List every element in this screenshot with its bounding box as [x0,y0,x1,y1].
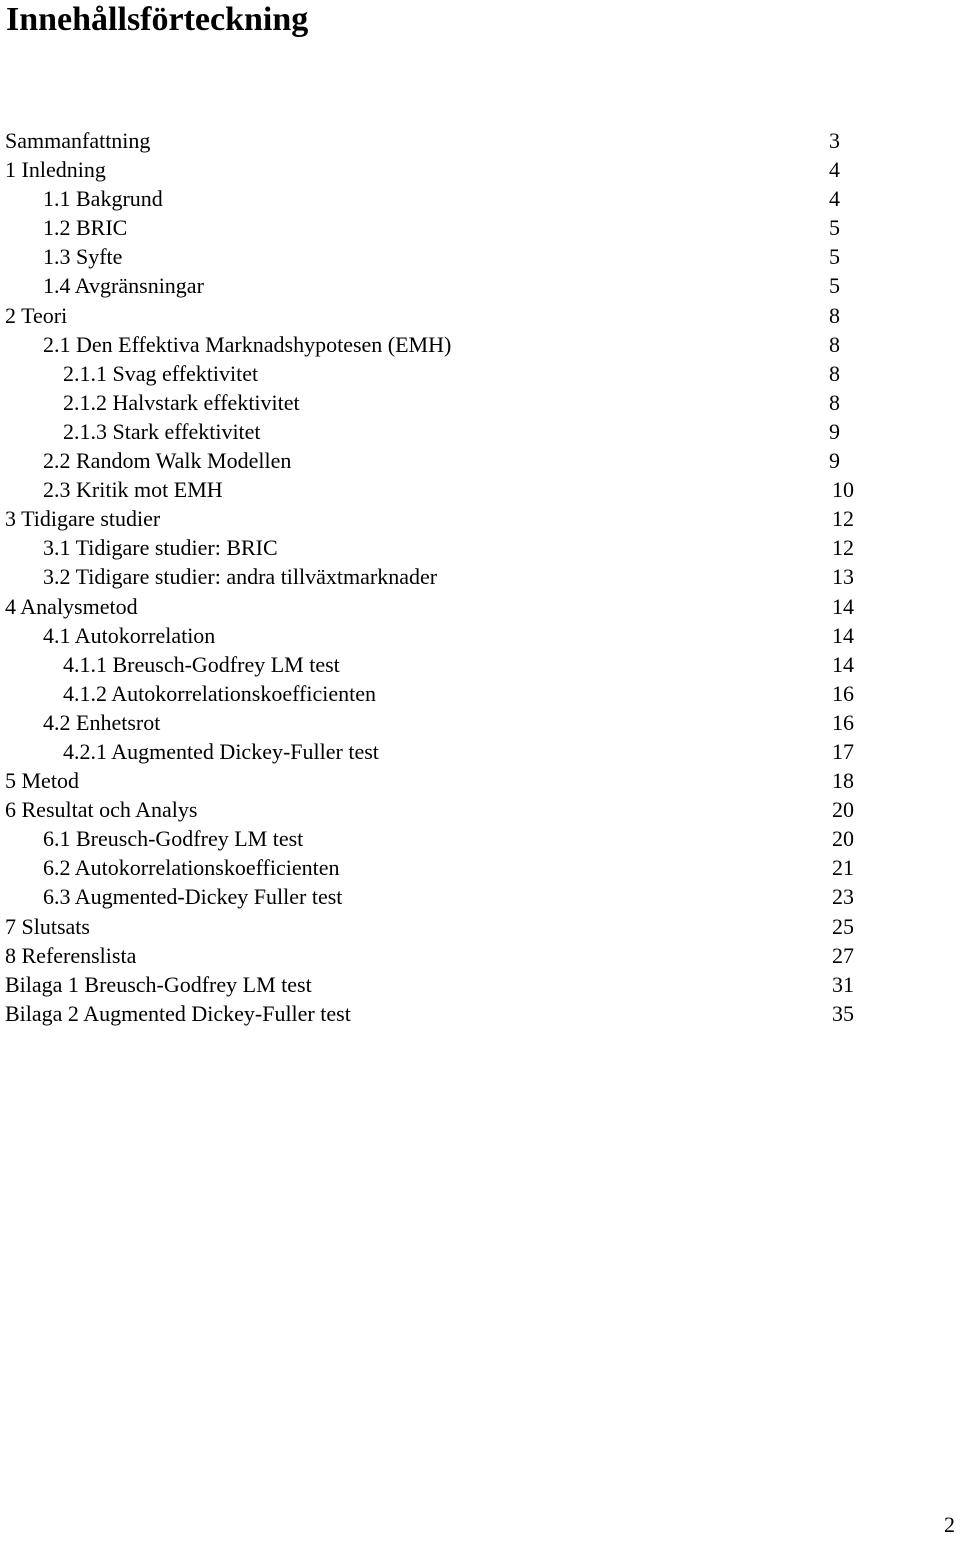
toc-entry-page: 8 [829,360,840,386]
toc-entry-label: 2.3 Kritik mot EMH [43,477,223,503]
toc-entry-label: 1.4 Avgränsningar [43,273,204,299]
toc-entry [0,242,960,271]
toc-entry [0,475,960,504]
toc-entry-page: 35 [832,1000,854,1026]
toc-entry [0,853,960,882]
table-of-contents [0,126,960,1028]
toc-entry-page: 21 [832,855,854,881]
toc-entry-label: 2.1 Den Effektiva Marknadshypotesen (EMH) [43,331,452,357]
toc-entry-label: 4.1.1 Breusch-Godfrey LM test [63,651,340,677]
toc-entry-page: 5 [829,215,840,241]
toc-entry-label: 2.2 Random Walk Modellen [43,448,292,474]
toc-entry [0,882,960,911]
toc-entry-label: 3.2 Tidigare studier: andra tillväxtmarknader [43,564,438,590]
toc-entry-label: 6 Resultat och Analys [5,797,198,823]
toc-entry [0,271,960,300]
toc-entry-label: 6.3 Augmented-Dickey Fuller test [43,884,343,910]
toc-entry-page: 5 [829,244,840,270]
toc-entry-page: 16 [832,709,854,735]
toc-entry-label: Bilaga 2 Augmented Dickey-Fuller test [5,1000,351,1026]
toc-entry-label: 3 Tidigare studier [5,506,161,532]
toc-entry-page: 31 [832,971,854,997]
toc-entry-label: 6.1 Breusch-Godfrey LM test [43,826,304,852]
toc-entry-page: 14 [832,622,854,648]
toc-entry-label: 7 Slutsats [5,913,90,939]
page-number: 2 [944,1512,955,1537]
toc-entry [0,446,960,475]
toc-entry-page: 12 [832,535,854,561]
toc-entry-page: 16 [832,680,854,706]
toc-entry-page: 23 [832,884,854,910]
toc-entry [0,213,960,242]
toc-entry-page: 9 [829,418,840,444]
toc-entry-page: 17 [832,738,854,764]
toc-entry [0,533,960,562]
toc-entry [0,592,960,621]
toc-entry [0,941,960,970]
toc-entry-page: 8 [829,331,840,357]
toc-entry-label: 2.1.1 Svag effektivitet [63,360,259,386]
toc-entry [0,970,960,999]
toc-entry-page: 5 [829,273,840,299]
toc-entry [0,504,960,533]
toc-entry-page: 20 [832,826,854,852]
document-title: Innehållsförteckning [6,1,309,38]
toc-entry-label: 1.2 BRIC [43,215,128,241]
toc-entry [0,621,960,650]
toc-entry [0,562,960,591]
toc-entry-label: 8 Referenslista [5,942,137,968]
toc-entry [0,824,960,853]
toc-entry-label: 1.1 Bakgrund [43,186,163,212]
toc-entry [0,999,960,1028]
toc-entry-page: 10 [832,477,854,503]
toc-entry [0,388,960,417]
toc-entry [0,650,960,679]
toc-entry-page: 14 [832,593,854,619]
toc-entry-label: 2.1.2 Halvstark effektivitet [63,389,300,415]
toc-entry [0,184,960,213]
toc-entry [0,330,960,359]
toc-entry-page: 4 [829,186,840,212]
toc-entry-page: 8 [829,389,840,415]
toc-entry-page: 18 [832,768,854,794]
toc-entry-label: 4.1 Autokorrelation [43,622,216,648]
toc-entry [0,359,960,388]
toc-entry [0,301,960,330]
toc-entry-label: 4.1.2 Autokorrelationskoefficienten [63,680,377,706]
toc-entry-page: 13 [832,564,854,590]
toc-entry-page: 20 [832,797,854,823]
toc-entry-page: 4 [829,157,840,183]
toc-entry-page: 14 [832,651,854,677]
toc-entry-label: 6.2 Autokorrelationskoefficienten [43,855,340,881]
toc-entry-label: Sammanfattning [5,128,151,153]
toc-entry [0,766,960,795]
toc-entry [0,126,960,155]
toc-entry-label: 2.1.3 Stark effektivitet [63,418,261,444]
toc-entry [0,912,960,941]
toc-entry-page: 9 [829,448,840,474]
toc-entry-label: 2 Teori [5,302,68,328]
toc-entry-page: 25 [832,913,854,939]
toc-entry-label: 4 Analysmetod [5,593,138,619]
toc-entry [0,795,960,824]
toc-entry-page: 12 [832,506,854,532]
toc-entry-label: 1.3 Syfte [43,244,123,270]
toc-entry [0,679,960,708]
toc-entry-label: 4.2.1 Augmented Dickey-Fuller test [63,738,379,764]
toc-entry [0,155,960,184]
toc-entry-label: 4.2 Enhetsrot [43,709,161,735]
toc-entry [0,417,960,446]
toc-entry-page: 8 [829,302,840,328]
toc-entry [0,708,960,737]
toc-entry-label: 3.1 Tidigare studier: BRIC [43,535,278,561]
toc-entry [0,737,960,766]
toc-entry-page: 3 [829,128,840,153]
toc-entry-page: 27 [832,942,854,968]
toc-entry-label: 1 Inledning [5,157,106,183]
toc-entry-label: Bilaga 1 Breusch-Godfrey LM test [5,971,312,997]
toc-entry-label: 5 Metod [5,768,79,794]
